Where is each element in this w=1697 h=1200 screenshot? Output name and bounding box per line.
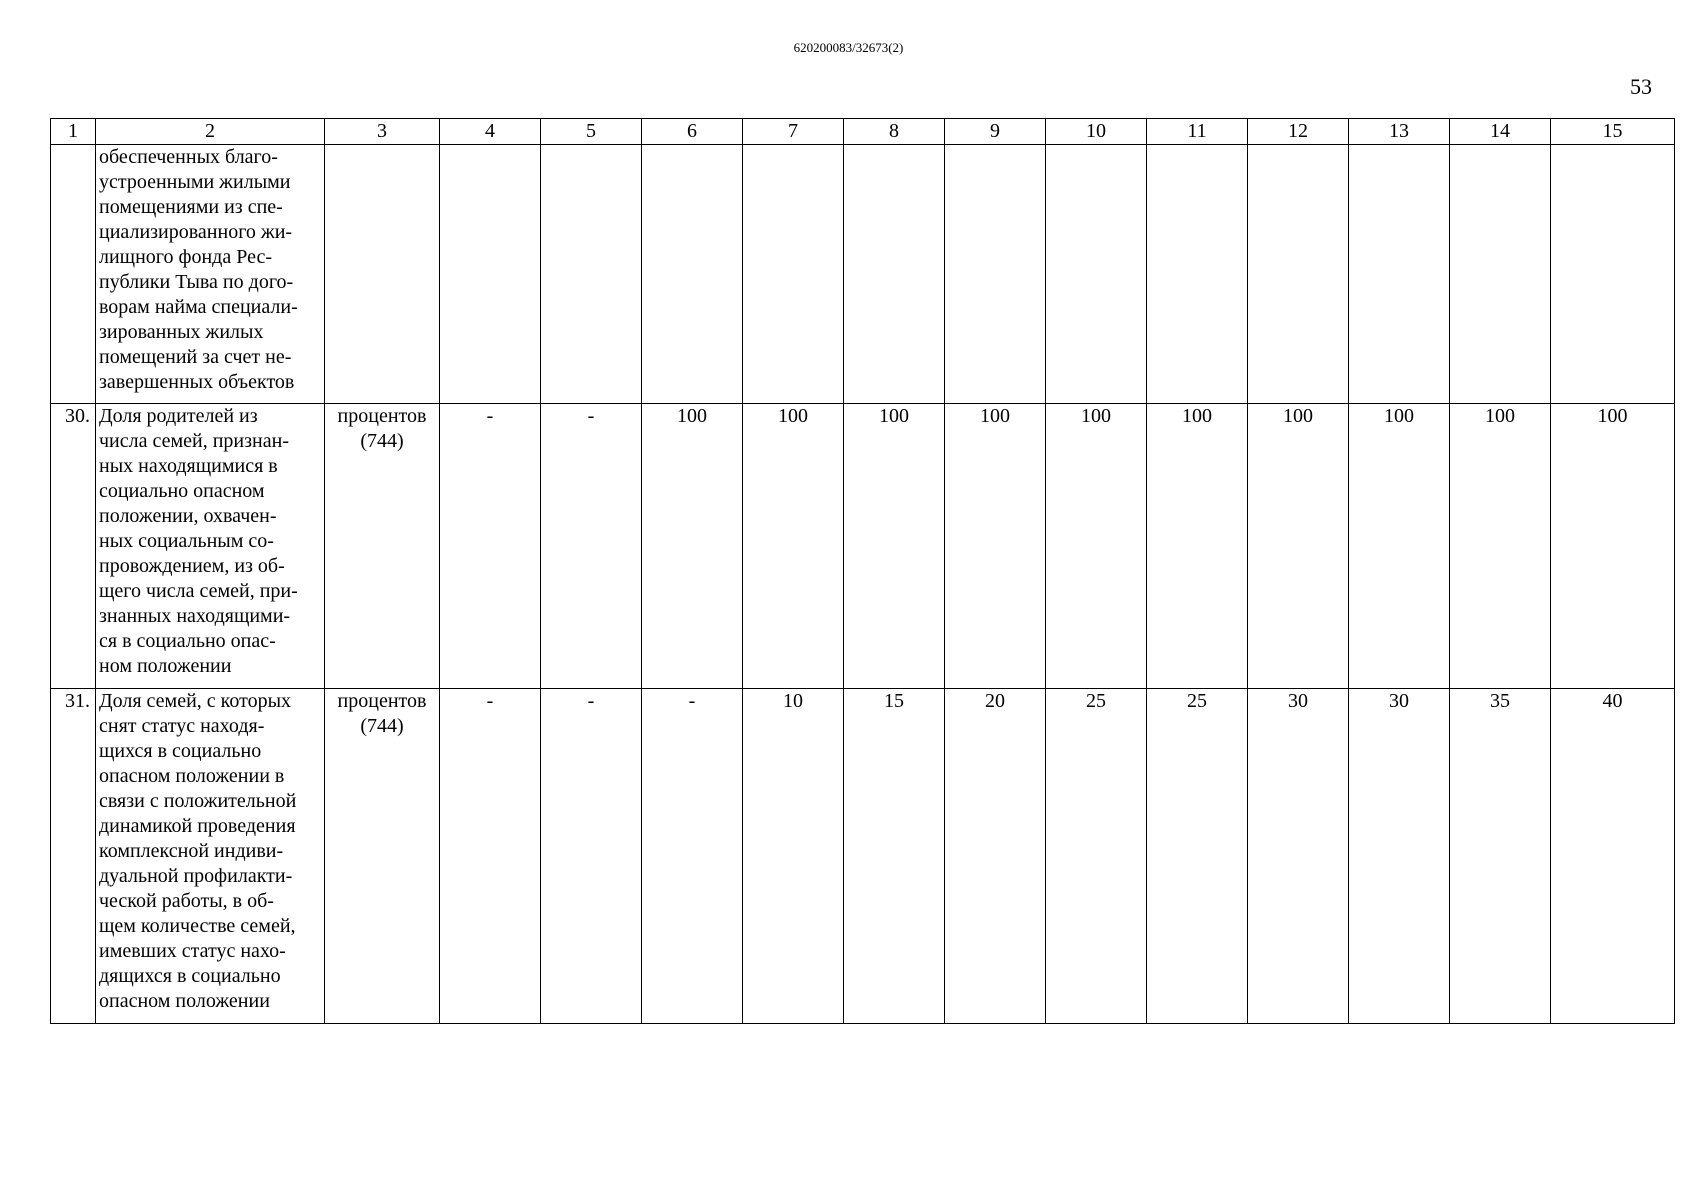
indicator-text-line: ся в социально опас-	[99, 630, 276, 652]
value-cell	[642, 145, 743, 404]
indicator-text-line: снят статус находя-	[99, 715, 265, 737]
indicator-text-line: ческой работы, в об-	[99, 890, 274, 912]
column-header: 5	[541, 119, 642, 145]
indicator-text-line: провождением, из об-	[99, 555, 285, 577]
value-cell: 100	[1248, 404, 1349, 689]
value-cell: 100	[945, 404, 1046, 689]
value-cell	[743, 145, 844, 404]
indicator-text-line: динамикой проведения	[99, 815, 296, 837]
table-header-row	[51, 119, 1675, 145]
value-cell: 100	[844, 404, 945, 689]
value-cell: 15	[844, 689, 945, 1024]
value-cell: -	[541, 404, 642, 689]
indicator-text-line: положении, охвачен-	[99, 505, 277, 527]
indicator-text-line: зированных жилых	[99, 321, 264, 343]
indicator-text-line: щем количестве семей,	[99, 915, 296, 937]
indicator-text-line: лищного фонда Рес-	[99, 246, 272, 268]
value-cell	[440, 145, 541, 404]
column-header: 3	[325, 119, 440, 145]
indicator-text-line: циализированного жи-	[99, 221, 293, 243]
value-cell: -	[440, 689, 541, 1024]
table-row	[51, 689, 1675, 1024]
row-number: 31.	[51, 689, 96, 1024]
column-header: 6	[642, 119, 743, 145]
value-cell: 40	[1551, 689, 1675, 1024]
value-cell: 100	[1349, 404, 1450, 689]
value-cell	[1450, 145, 1551, 404]
table-row	[51, 404, 1675, 689]
column-header: 1	[51, 119, 96, 145]
value-cell	[1147, 145, 1248, 404]
value-cell	[1046, 145, 1147, 404]
indicator-text-line: ных находящимися в	[99, 455, 278, 477]
indicator-text-line: помещениями из спе-	[99, 196, 283, 218]
indicator-text-line: опасном положении	[99, 990, 270, 1012]
indicator-text-line: обеспеченных благо-	[99, 146, 278, 168]
value-cell	[1349, 145, 1450, 404]
indicators-table	[50, 118, 1675, 1024]
indicator-text-line: знанных находящими-	[99, 605, 291, 627]
value-cell: 100	[1450, 404, 1551, 689]
indicator-text-line: комплексной индиви-	[99, 840, 284, 862]
column-header: 9	[945, 119, 1046, 145]
indicator-text-line: Доля родителей из	[99, 405, 258, 427]
value-cell: 100	[743, 404, 844, 689]
value-cell: 25	[1046, 689, 1147, 1024]
value-cell: 100	[642, 404, 743, 689]
column-header: 10	[1046, 119, 1147, 145]
indicator-text-line: ных социальным со-	[99, 530, 274, 552]
unit-cell	[325, 145, 440, 404]
indicator-text-line: Доля семей, с которых	[99, 690, 292, 712]
indicator-text-line: ном положении	[99, 655, 232, 677]
indicator-name-cell	[96, 145, 325, 404]
indicator-name-cell	[96, 404, 325, 689]
indicator-text-line: устроенными жилыми	[99, 171, 291, 193]
indicator-text-line: ворам найма специали-	[99, 296, 298, 318]
indicator-text-line: дящихся в социально	[99, 965, 281, 987]
column-header: 8	[844, 119, 945, 145]
column-header: 4	[440, 119, 541, 145]
page-number: 53	[1630, 74, 1652, 99]
indicator-text-line: социально опасном	[99, 480, 265, 502]
row-number	[51, 145, 96, 404]
column-header: 2	[96, 119, 325, 145]
value-cell	[945, 145, 1046, 404]
indicator-name-cell	[96, 689, 325, 1024]
value-cell: 30	[1248, 689, 1349, 1024]
unit-cell: процентов (744)	[325, 689, 440, 1024]
value-cell: 20	[945, 689, 1046, 1024]
value-cell	[1551, 145, 1675, 404]
indicator-text-line: связи с положительной	[99, 790, 297, 812]
value-cell: 25	[1147, 689, 1248, 1024]
column-header: 12	[1248, 119, 1349, 145]
indicator-text-line: дуальной профилакти-	[99, 865, 293, 887]
value-cell	[1248, 145, 1349, 404]
value-cell: 100	[1046, 404, 1147, 689]
column-header: 15	[1551, 119, 1675, 145]
row-number: 30.	[51, 404, 96, 689]
column-header: 14	[1450, 119, 1551, 145]
value-cell: 100	[1147, 404, 1248, 689]
indicator-text-line: щего числа семей, при-	[99, 580, 298, 602]
column-header: 7	[743, 119, 844, 145]
value-cell	[844, 145, 945, 404]
unit-cell: процентов (744)	[325, 404, 440, 689]
indicator-text-line: числа семей, признан-	[99, 430, 289, 452]
indicator-text-line: щихся в социально	[99, 740, 262, 762]
indicator-text-line: помещений за счет не-	[99, 346, 292, 368]
indicator-text-line: завершенных объектов	[99, 371, 295, 393]
column-header: 11	[1147, 119, 1248, 145]
value-cell: 10	[743, 689, 844, 1024]
value-cell: 100	[1551, 404, 1675, 689]
value-cell: -	[440, 404, 541, 689]
indicator-text-line: имевших статус нахо-	[99, 940, 286, 962]
document-id: 620200083/32673(2)	[793, 40, 904, 55]
column-header: 13	[1349, 119, 1450, 145]
table-row	[51, 145, 1675, 404]
indicator-text-line: опасном положении в	[99, 765, 285, 787]
value-cell: 30	[1349, 689, 1450, 1024]
value-cell: -	[642, 689, 743, 1024]
value-cell	[541, 145, 642, 404]
value-cell: 35	[1450, 689, 1551, 1024]
value-cell: -	[541, 689, 642, 1024]
indicator-text-line: публики Тыва по дого-	[99, 271, 294, 293]
